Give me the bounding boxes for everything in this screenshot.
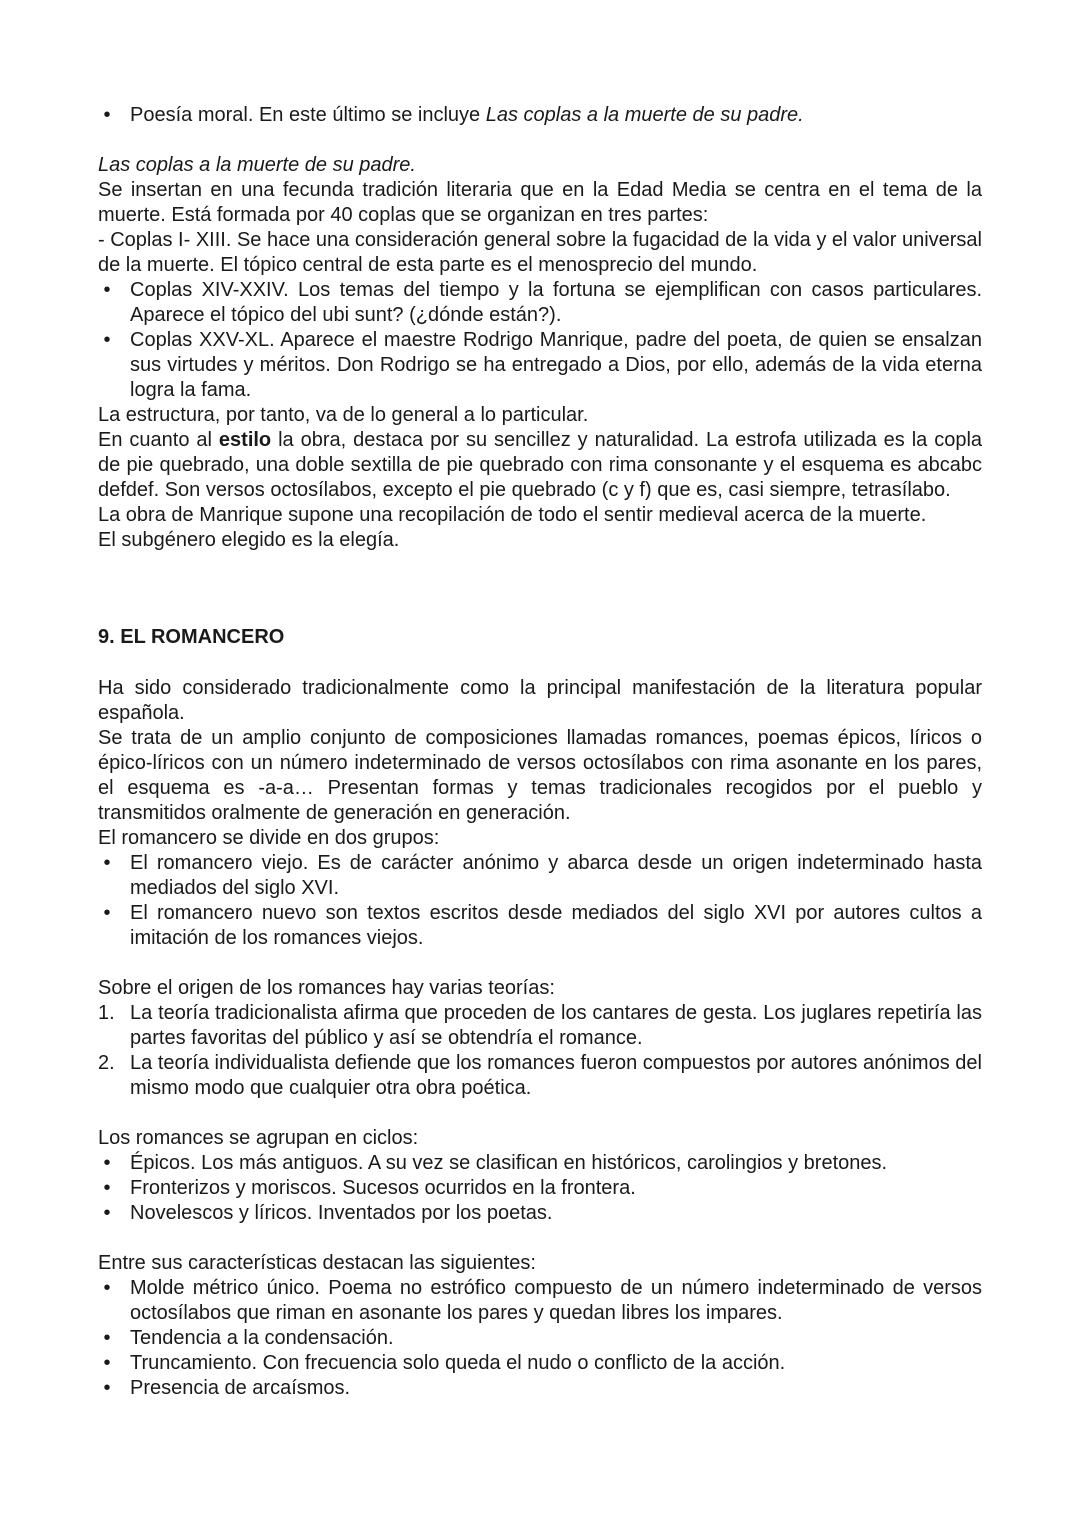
theory-text: La teoría individualista defiende que los romances fueron compuestos por autores anónimos del mismo modo que cualquier otra obra poética. (130, 1052, 982, 1099)
list-item (98, 901, 982, 951)
bullet-icon: • (103, 1152, 111, 1174)
coplas-style (98, 428, 982, 503)
list-item (98, 328, 982, 403)
romancero-intro-block (98, 676, 982, 951)
feature-text: Truncamiento. Con frecuencia solo queda el nudo o conflicto de la acción. (130, 1352, 786, 1374)
cycles-list (98, 1151, 982, 1226)
list-item (98, 278, 982, 328)
intro-bullet-list (98, 103, 982, 128)
bullet-icon: • (103, 1277, 111, 1299)
list-item (98, 1051, 982, 1101)
group-text: El romancero nuevo son textos escritos desde mediados del siglo XVI por autores cultos a imitación de los romances viejos. (130, 902, 982, 949)
theories-block (98, 976, 982, 1101)
style-rest: la obra, destaca por su sencillez y naturalidad. La estrofa utilizada es la copla de pie quebrado, una doble sextilla de pie quebrado con rima consonante y el esquema es abcabc defdef. Son versos octosílabos, excepto el pie quebrado (c y f) que es, casi siempre, tetrasílabo. (98, 429, 983, 501)
features-intro: Entre sus características destacan las siguientes: (98, 1252, 536, 1274)
bullet-icon: • (103, 279, 111, 301)
list-item (98, 1201, 982, 1226)
list-item (98, 1351, 982, 1376)
coplas-section (98, 153, 982, 553)
coplas-structure: La estructura, por tanto, va de lo general a lo particular. (98, 404, 589, 426)
features-block (98, 1251, 982, 1401)
theory-text: La teoría tradicionalista afirma que proceden de los cantares de gesta. Los juglares repetiría las partes favoritas del público y así se obtendría el romance. (130, 1002, 982, 1049)
cycles-block (98, 1126, 982, 1226)
coplas-title: Las coplas a la muerte de su padre. (98, 154, 416, 176)
bullet-icon: • (103, 902, 111, 924)
cycle-text: Épicos. Los más antiguos. A su vez se clasifican en históricos, carolingios y bretones. (130, 1152, 888, 1174)
list-number: 1. (98, 1002, 115, 1024)
feature-text: Tendencia a la condensación. (130, 1327, 394, 1349)
bullet-icon: • (103, 1352, 111, 1374)
groups-intro: El romancero se divide en dos grupos: (98, 827, 440, 849)
list-item (98, 1151, 982, 1176)
bullet-icon: • (103, 329, 111, 351)
list-item (98, 103, 982, 128)
feature-text: Presencia de arcaísmos. (130, 1377, 351, 1399)
bullet-icon: • (103, 1327, 111, 1349)
coplas-intro: Se insertan en una fecunda tradición literaria que en la Edad Media se centra en el tema de la muerte. Está formada por 40 coplas que se organizan en tres partes: (98, 179, 982, 226)
romancero-intro-2: Se trata de un amplio conjunto de composiciones llamadas romances, poemas épicos, líricos o épico-líricos con un número indeterminado de versos octosílabos con rima asonante en los pares, el esquema es -a-a… Presentan formas y temas tradicionales recogidos por el pueblo y transmitidos oralmente de generación en generación. (98, 727, 982, 824)
theories-list (98, 1001, 982, 1101)
cycle-text: Fronterizos y moriscos. Sucesos ocurridos en la frontera. (130, 1177, 636, 1199)
style-bold: estilo (218, 429, 272, 451)
groups-list (98, 851, 982, 951)
list-number: 2. (98, 1052, 115, 1074)
bullet-icon: • (103, 104, 111, 126)
list-item (98, 851, 982, 901)
intro-bullet-text: Poesía moral. En este último se incluye (130, 104, 486, 126)
list-item (98, 1376, 982, 1401)
list-item (98, 1276, 982, 1326)
feature-text: Molde métrico único. Poema no estrófico compuesto de un número indeterminado de versos octosílabos que riman en asonante los pares y quedan libres los impares. (130, 1277, 982, 1324)
romancero-intro-1: Ha sido considerado tradicionalmente como la principal manifestación de la literatura popular española. (98, 677, 982, 724)
bullet-icon: • (103, 1202, 111, 1224)
intro-bullet-block (98, 103, 982, 128)
coplas-part-text: Coplas XIV-XXIV. Los temas del tiempo y la fortuna se ejemplifican con casos particulares. Aparece el tópico del ubi sunt? (¿dónde están?). (130, 279, 982, 326)
coplas-subgenre: El subgénero elegido es la elegía. (98, 529, 400, 551)
section-heading: 9. EL ROMANCERO (98, 626, 285, 648)
features-list (98, 1276, 982, 1401)
style-prefix: En cuanto al (98, 429, 219, 451)
bullet-icon: • (103, 1177, 111, 1199)
coplas-summary: La obra de Manrique supone una recopilación de todo el sentir medieval acerca de la muerte. (98, 504, 927, 526)
group-text: El romancero viejo. Es de carácter anónimo y abarca desde un origen indeterminado hasta mediados del siglo XVI. (130, 852, 982, 899)
cycles-intro: Los romances se agrupan en ciclos: (98, 1127, 419, 1149)
romancero-heading-block (98, 625, 982, 650)
intro-bullet-italic: Las coplas a la muerte de su padre. (485, 104, 804, 126)
bullet-icon: • (103, 852, 111, 874)
list-item (98, 1001, 982, 1051)
coplas-part-text: Coplas XXV-XL. Aparece el maestre Rodrigo Manrique, padre del poeta, de quien se ensalzan sus virtudes y méritos. Don Rodrigo se ha entregado a Dios, por ello, además de la vida eterna logra la fama. (130, 329, 982, 401)
theories-intro: Sobre el origen de los romances hay varias teorías: (98, 977, 555, 999)
list-item (98, 1176, 982, 1201)
bullet-icon: • (103, 1377, 111, 1399)
coplas-parts-list (98, 278, 982, 403)
cycle-text: Novelescos y líricos. Inventados por los poetas. (130, 1202, 553, 1224)
coplas-part-1: - Coplas I- XIII. Se hace una consideración general sobre la fugacidad de la vida y el valor universal de la muerte. El tópico central de esta parte es el menosprecio del mundo. (98, 229, 982, 276)
list-item (98, 1326, 982, 1351)
